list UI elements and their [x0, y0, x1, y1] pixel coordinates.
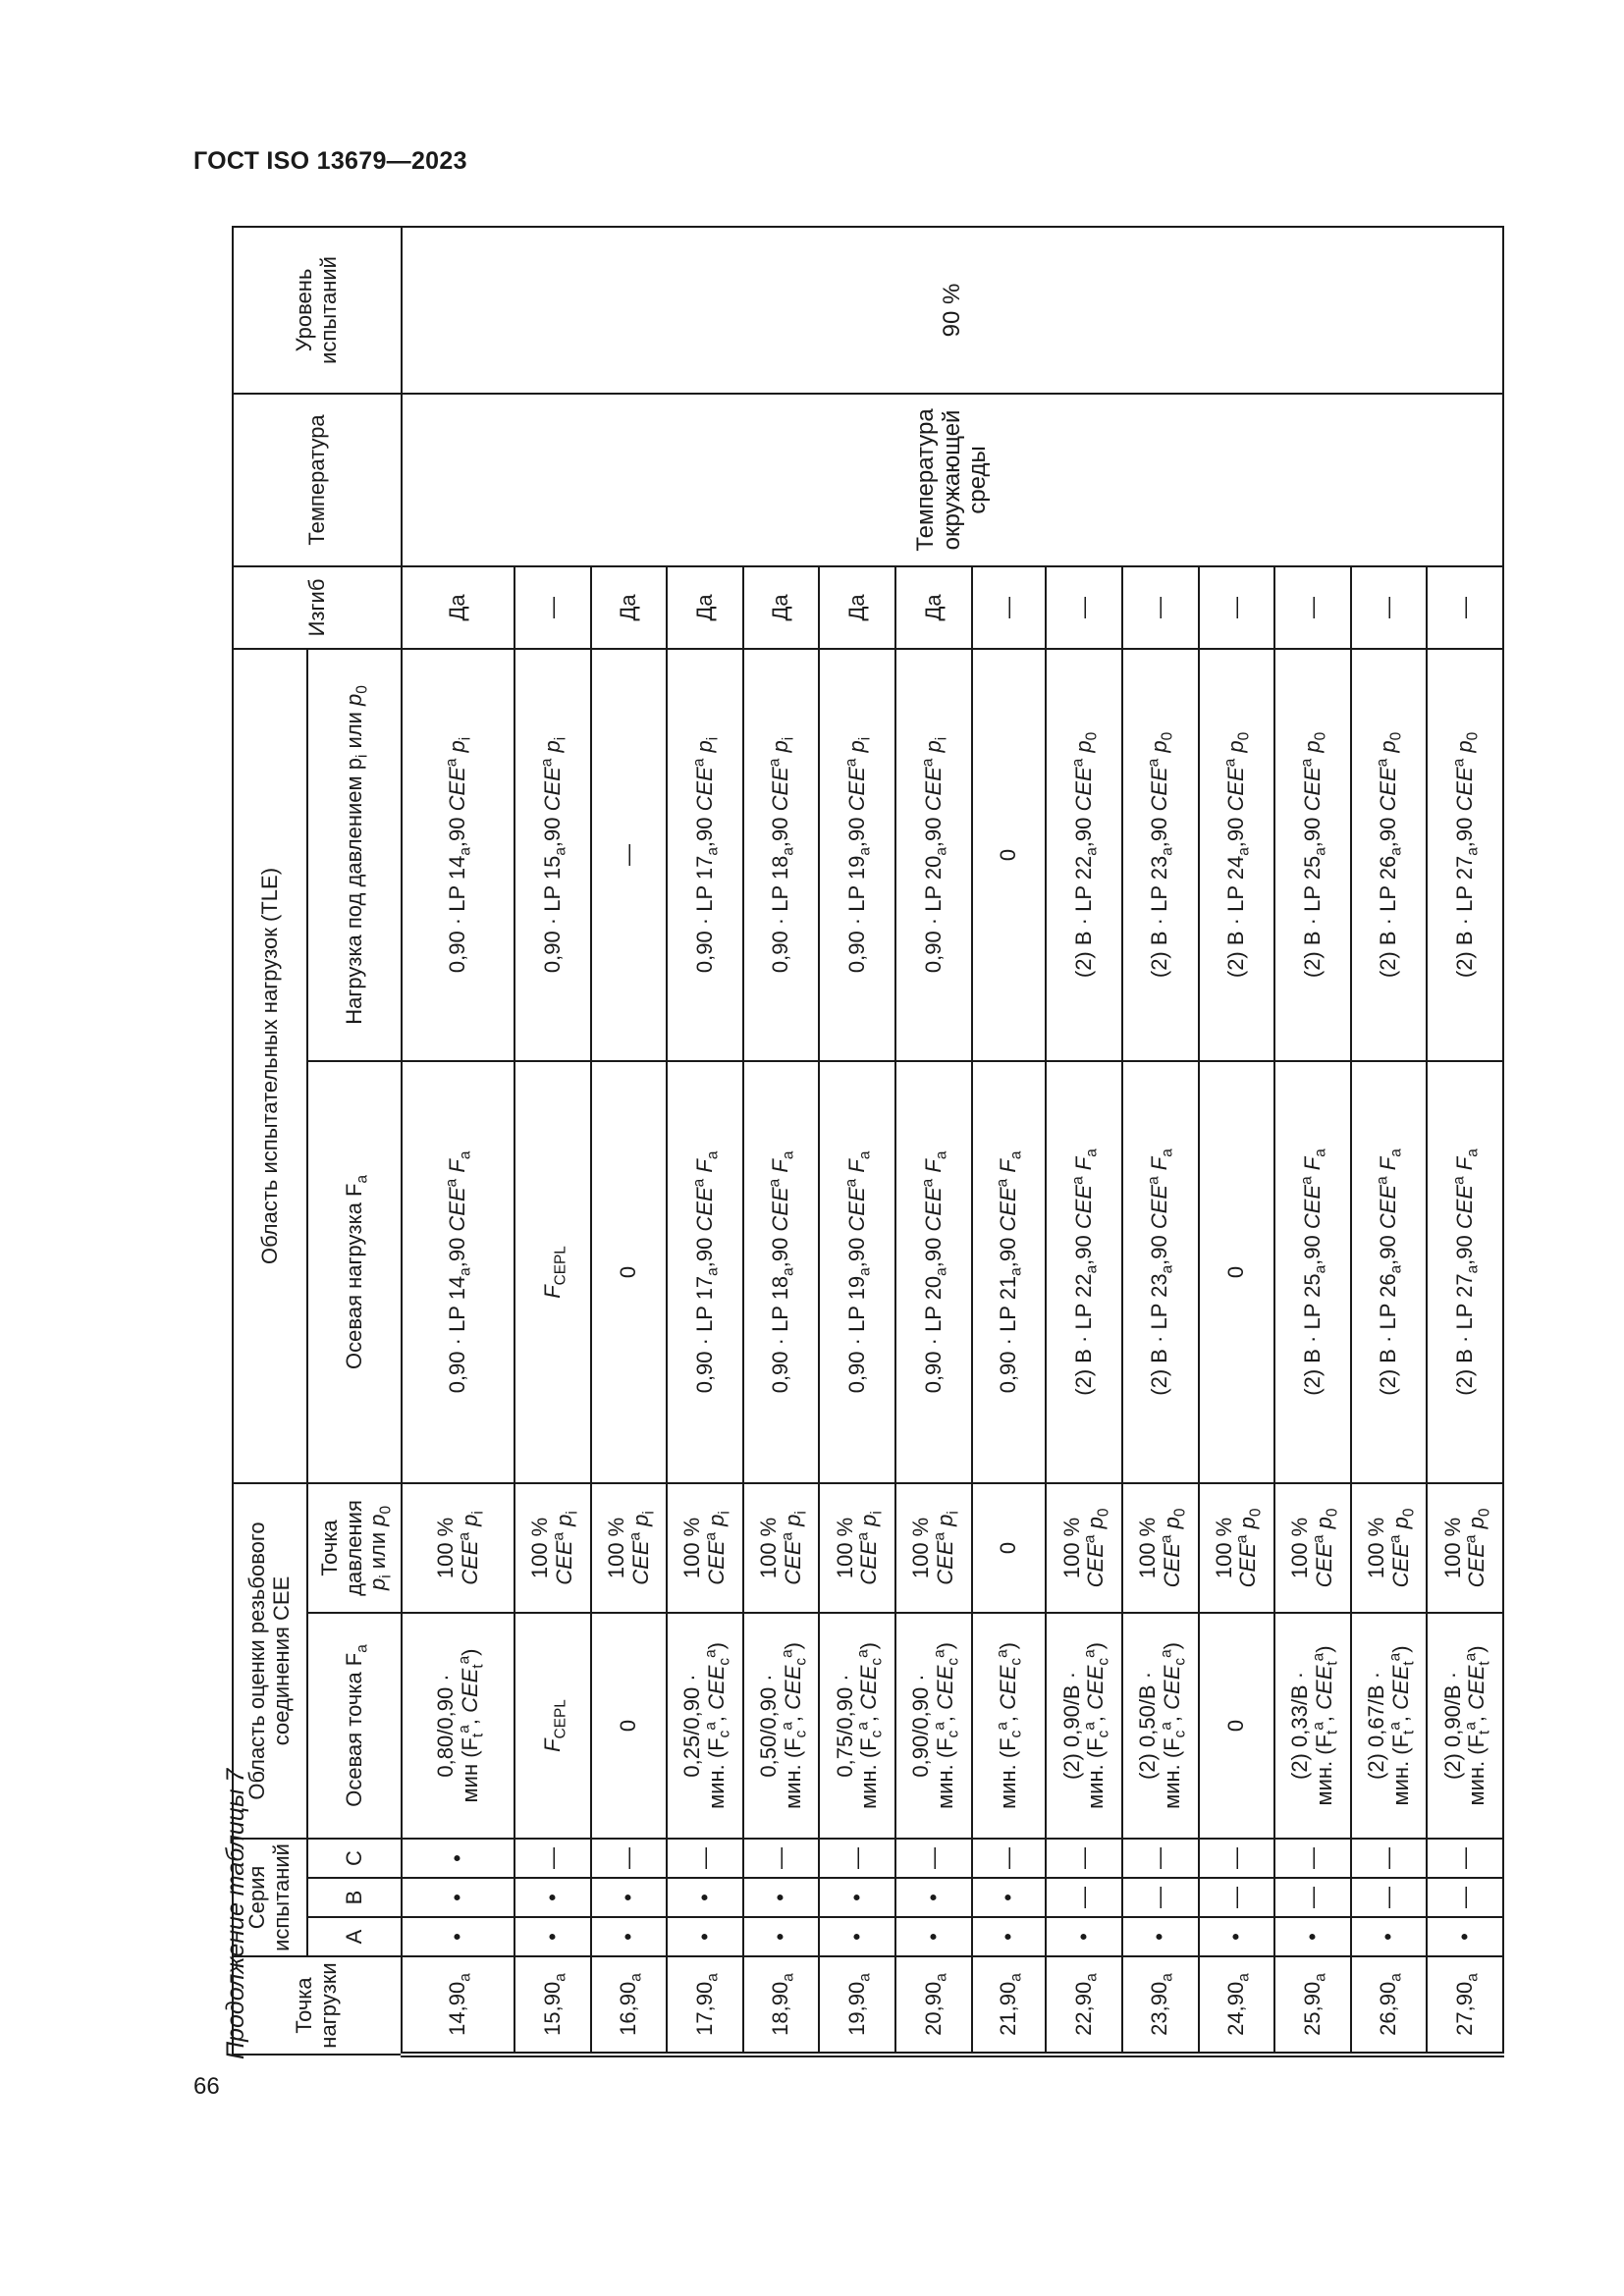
cell-test-level: 90 % [402, 227, 1503, 394]
cell-pressure-point: 100 % CEE$^a$ $p_i$ [402, 1483, 514, 1613]
cell-series-c: — [895, 1839, 972, 1878]
cell-bending: — [1427, 566, 1503, 649]
cell-axial-load: (2) B · LP $25_a,90$ CEE$^a$ $F_a$ [1274, 1061, 1351, 1483]
cell-series-c: — [1199, 1839, 1275, 1878]
cell-pressure-load: 0,90 · LP $15_a,90$ CEE$^a$ $p_i$ [514, 649, 591, 1061]
cell-pressure-point: 100 % CEE$^a$ $p_i$ [743, 1483, 820, 1613]
header-series-b: B [307, 1878, 402, 1917]
cell-bending: — [1046, 566, 1122, 649]
cell-pressure-load: (2) B · LP $25_a,90$ CEE$^a$ $p_0$ [1274, 649, 1351, 1061]
page-number: 66 [193, 2073, 220, 2100]
cell-series-b: • [895, 1878, 972, 1917]
cell-pressure-load: (2) B · LP $26_a,90$ CEE$^a$ $p_0$ [1351, 649, 1428, 1061]
cell-pressure-point: 100 % CEE$^a$ $p_i$ [591, 1483, 668, 1613]
cell-axial-load: 0,90 · LP $18_a,90$ CEE$^a$ $F_a$ [743, 1061, 820, 1483]
header-pressure-load: Нагрузка под давлением $p_i$ или $p_0$ [307, 649, 402, 1061]
cell-axial-load: (2) B · LP $26_a,90$ CEE$^a$ $F_a$ [1351, 1061, 1428, 1483]
table-caption: Продолжение таблицы 7 [222, 1768, 249, 2059]
cell-load-point: $17,90_a$ [667, 1956, 743, 2055]
header-load-point: Точка нагрузки [233, 1956, 402, 2055]
cell-series-a: • [743, 1917, 820, 1956]
cell-axial-point: $F_{CEPL}$ [514, 1613, 591, 1839]
cell-pressure-load: 0,90 · LP $18_a,90$ CEE$^a$ $p_i$ [743, 649, 820, 1061]
header-axial-point: Осевая точка $F_a$ [307, 1613, 402, 1839]
cell-bending: — [1274, 566, 1351, 649]
cell-pressure-point: 100 % CEE$^a$ $p_0$ [1046, 1483, 1122, 1613]
header-series-a: A [307, 1917, 402, 1956]
cell-load-point: $23,90_a$ [1122, 1956, 1199, 2055]
table-body [402, 227, 1503, 2055]
cell-load-point: $26,90_a$ [1351, 1956, 1428, 2055]
cell-series-b: — [1351, 1878, 1428, 1917]
cell-series-c: • [402, 1839, 514, 1878]
cell-bending: — [1199, 566, 1275, 649]
cell-series-c: — [819, 1839, 895, 1878]
cell-axial-point: (2) 0,90/B · мин. ($F_c^a$, $CEE_c^a$) [1046, 1613, 1122, 1839]
cell-series-a: • [972, 1917, 1047, 1956]
cell-load-point: $20,90_a$ [895, 1956, 972, 2055]
cell-series-c: — [514, 1839, 591, 1878]
cell-bending: — [972, 566, 1047, 649]
cell-pressure-point: 100 % CEE$^a$ $p_0$ [1427, 1483, 1503, 1613]
document-header: ГОСТ ISO 13679—2023 [193, 147, 467, 175]
cell-axial-point: (2) 0,50/B · мин. ($F_c^a$, $CEE_c^a$) [1122, 1613, 1199, 1839]
cell-load-point: $21,90_a$ [972, 1956, 1047, 2055]
cell-axial-load: (2) B · LP $23_a,90$ CEE$^a$ $F_a$ [1122, 1061, 1199, 1483]
cell-axial-load: 0,90 · LP $19_a,90$ CEE$^a$ $F_a$ [819, 1061, 895, 1483]
cell-series-b: — [1274, 1878, 1351, 1917]
cell-series-c: — [972, 1839, 1047, 1878]
cell-pressure-load: 0,90 · LP $19_a,90$ CEE$^a$ $p_i$ [819, 649, 895, 1061]
cell-series-a: • [819, 1917, 895, 1956]
cell-axial-point: 0,75/0,90 · мин. ($F_c^a$, $CEE_c^a$) [819, 1613, 895, 1839]
cell-series-c: — [1427, 1839, 1503, 1878]
cell-pressure-point: 100 % CEE$^a$ $p_0$ [1351, 1483, 1428, 1613]
cell-series-c: — [1122, 1839, 1199, 1878]
cell-pressure-load: (2) B · LP $23_a,90$ CEE$^a$ $p_0$ [1122, 649, 1199, 1061]
cell-axial-load: $F_{CEPL}$ [514, 1061, 591, 1483]
cell-pressure-point: 100 % CEE$^a$ $p_i$ [819, 1483, 895, 1613]
header-bending: Изгиб [233, 566, 402, 649]
cell-bending: — [514, 566, 591, 649]
cell-series-c: — [1351, 1839, 1428, 1878]
cell-series-a: • [1122, 1917, 1199, 1956]
cell-axial-point: 0,50/0,90 · мин. ($F_c^a$, $CEE_c^a$) [743, 1613, 820, 1839]
cell-pressure-point: 100 % CEE$^a$ $p_0$ [1122, 1483, 1199, 1613]
cell-pressure-load: 0 [972, 649, 1047, 1061]
cell-series-a: • [1274, 1917, 1351, 1956]
cell-pressure-point: 100 % CEE$^a$ $p_i$ [667, 1483, 743, 1613]
cell-series-b: — [1046, 1878, 1122, 1917]
cell-series-b: • [972, 1878, 1047, 1917]
cell-load-point: $19,90_a$ [819, 1956, 895, 2055]
cell-load-point: $16,90_a$ [591, 1956, 668, 2055]
cell-series-a: • [514, 1917, 591, 1956]
cell-axial-load: 0,90 · LP $14_a,90$ CEE$^a$ $F_a$ [402, 1061, 514, 1483]
cell-bending: — [1351, 566, 1428, 649]
rotated-table-wrapper [232, 230, 1504, 2057]
cell-load-point: $15,90_a$ [514, 1956, 591, 2055]
cell-series-b: — [1427, 1878, 1503, 1917]
cell-series-a: • [1427, 1917, 1503, 1956]
cell-series-a: • [895, 1917, 972, 1956]
cell-axial-point: (2) 0,33/B · мин. ($F_t^a$, $CEE_t^a$) [1274, 1613, 1351, 1839]
cell-pressure-point: 100 % CEE$^a$ $p_0$ [1274, 1483, 1351, 1613]
cell-series-c: — [743, 1839, 820, 1878]
header-cee-area: Область оценки резьбового соединения CEE [233, 1483, 307, 1839]
cell-series-c: — [667, 1839, 743, 1878]
cell-pressure-load: 0,90 · LP $14_a,90$ CEE$^a$ $p_i$ [402, 649, 514, 1061]
cell-pressure-load: 0,90 · LP $20_a,90$ CEE$^a$ $p_i$ [895, 649, 972, 1061]
cell-series-b: • [514, 1878, 591, 1917]
cell-axial-point: 0,80/0,90 · мин ($F_t^a$, $CEE_t^a$) [402, 1613, 514, 1839]
cell-pressure-load: (2) B · LP $22_a,90$ CEE$^a$ $p_0$ [1046, 649, 1122, 1061]
cell-axial-point: (2) 0,67/B · мин. ($F_t^a$, $CEE_t^a$) [1351, 1613, 1428, 1839]
cell-series-b: — [1199, 1878, 1275, 1917]
cell-pressure-load: — [591, 649, 668, 1061]
test-load-table [232, 226, 1504, 2057]
cell-bending: Да [895, 566, 972, 649]
cell-temperature: Температура окружающей среды [402, 394, 1503, 566]
cell-axial-point: 0 [1199, 1613, 1275, 1839]
cell-bending: Да [591, 566, 668, 649]
cell-bending: — [1122, 566, 1199, 649]
cell-series-a: • [1351, 1917, 1428, 1956]
cell-load-point: $22,90_a$ [1046, 1956, 1122, 2055]
table-row [402, 227, 514, 2055]
cell-pressure-point: 100 % CEE$^a$ $p_i$ [514, 1483, 591, 1613]
cell-pressure-point: 100 % CEE$^a$ $p_0$ [1199, 1483, 1275, 1613]
cell-pressure-point: 0 [972, 1483, 1047, 1613]
cell-pressure-load: (2) B · LP $24_a,90$ CEE$^a$ $p_0$ [1199, 649, 1275, 1061]
cell-series-b: • [667, 1878, 743, 1917]
cell-load-point: $27,90_a$ [1427, 1956, 1503, 2055]
cell-axial-point: мин. ($F_c^a$, $CEE_c^a$) [972, 1613, 1047, 1839]
cell-load-point: $18,90_a$ [743, 1956, 820, 2055]
cell-bending: Да [819, 566, 895, 649]
cell-axial-point: 0,25/0,90 · мин. ($F_c^a$, $CEE_c^a$) [667, 1613, 743, 1839]
header-series-c: C [307, 1839, 402, 1878]
cell-axial-load: (2) B · LP $22_a,90$ CEE$^a$ $F_a$ [1046, 1061, 1122, 1483]
cell-bending: Да [743, 566, 820, 649]
header-series: Серия испытаний [233, 1839, 307, 1956]
cell-axial-load: 0 [1199, 1061, 1275, 1483]
cell-bending: Да [667, 566, 743, 649]
cell-series-a: • [1046, 1917, 1122, 1956]
cell-load-point: $14,90_a$ [402, 1956, 514, 2055]
header-test-level: Уровень испытаний [233, 227, 402, 394]
cell-pressure-point: 100 % CEE$^a$ $p_i$ [895, 1483, 972, 1613]
cell-axial-point: 0 [591, 1613, 668, 1839]
cell-series-b: — [1122, 1878, 1199, 1917]
cell-load-point: $25,90_a$ [1274, 1956, 1351, 2055]
cell-series-b: • [743, 1878, 820, 1917]
cell-axial-point: 0,90/0,90 · мин. ($F_c^a$, $CEE_c^a$) [895, 1613, 972, 1839]
cell-axial-point: (2) 0,90/B · мин. ($F_t^a$, $CEE_t^a$) [1427, 1613, 1503, 1839]
cell-series-b: • [402, 1878, 514, 1917]
cell-series-c: — [591, 1839, 668, 1878]
cell-series-c: — [1046, 1839, 1122, 1878]
header-tle-area: Область испытательных нагрузок (TLE) [233, 649, 307, 1483]
cell-axial-load: 0,90 · LP $20_a,90$ CEE$^a$ $F_a$ [895, 1061, 972, 1483]
cell-series-c: — [1274, 1839, 1351, 1878]
cell-series-a: • [402, 1917, 514, 1956]
cell-pressure-load: 0,90 · LP $17_a,90$ CEE$^a$ $p_i$ [667, 649, 743, 1061]
header-pressure-point: Точка давления $p_i$ или $p_0$ [307, 1483, 402, 1613]
cell-series-a: • [667, 1917, 743, 1956]
cell-series-a: • [1199, 1917, 1275, 1956]
cell-load-point: $24,90_a$ [1199, 1956, 1275, 2055]
cell-series-b: • [591, 1878, 668, 1917]
cell-series-b: • [819, 1878, 895, 1917]
header-temperature: Температура [233, 394, 402, 566]
cell-bending: Да [402, 566, 514, 649]
cell-axial-load: 0,90 · LP $21_a,90$ CEE$^a$ $F_a$ [972, 1061, 1047, 1483]
cell-series-a: • [591, 1917, 668, 1956]
cell-axial-load: 0,90 · LP $17_a,90$ CEE$^a$ $F_a$ [667, 1061, 743, 1483]
cell-pressure-load: (2) B · LP $27_a,90$ CEE$^a$ $p_0$ [1427, 649, 1503, 1061]
cell-axial-load: (2) B · LP $27_a,90$ CEE$^a$ $F_a$ [1427, 1061, 1503, 1483]
cell-axial-load: 0 [591, 1061, 668, 1483]
header-axial-load: Осевая нагрузка $F_a$ [307, 1061, 402, 1483]
